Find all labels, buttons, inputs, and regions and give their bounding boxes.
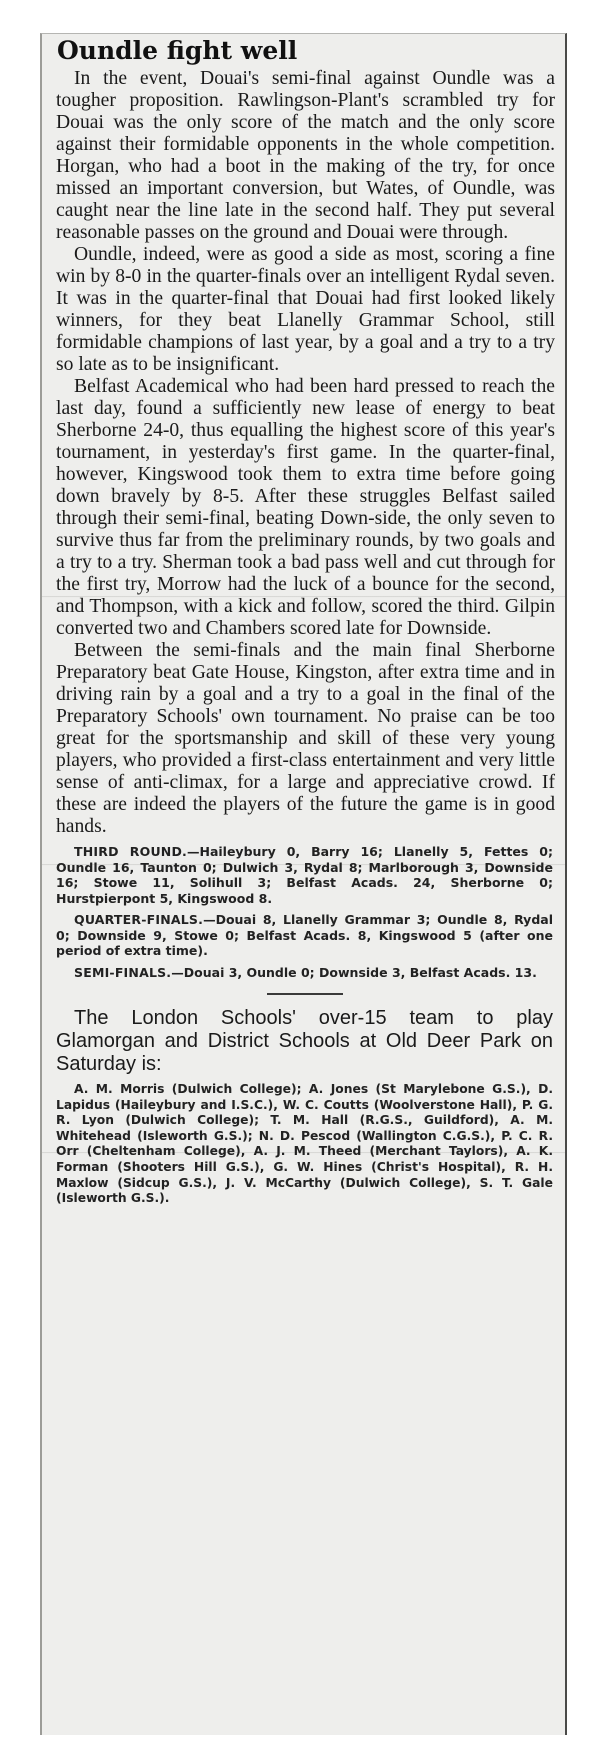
results-semi-finals: [52, 965, 557, 981]
results-third-round: [52, 844, 557, 906]
paragraph-semi-final: In the event, Douai's semi-final against Oundle was a tougher proposition. Rawlingson-Plant's scrambled try for Douai was the only score of the match and the only score against their formidable opponents in the whole competition. Horgan, who had a boot in the making of the try, for once missed an important conversion, but Wates, of Oundle, was caught near the line late in the second half. They put several reasonable passes on the ground and Douai were through.: [56, 68, 555, 243]
article-body: [52, 36, 557, 1207]
results-text: —Haileybury 0, Barry 16; Llanelly 5, Fettes 0; Oundle 16, Taunton 0; Dulwich 3, Rydal 8; Marlborough 3, Downside 16; Stowe 11, Solihull 3; Belfast Acads. 24, Sherborne 0; Hurstpierpont 5, Kingswood 8.: [56, 844, 553, 906]
paragraph-quarter-finals: Oundle, indeed, were as good a side as most, scoring a fine win by 8-0 in the quarter-finals over an intelligent Rydal seven. It was in the quarter-final that Douai had first looked likely winners, for they beat Llanelly Grammar School, still formidable champions of last year, by a goal and a try to a try so late as to be insignificant.: [56, 244, 555, 375]
paragraph-belfast: Belfast Academical who had been hard pressed to reach the last day, found a sufficiently new lease of energy to beat Sherborne 24-0, thus equalling the highest score of this year's tournament, in yesterday's first game. In the quarter-final, however, Kingswood took them to extra time before going down bravely by 8-5. After these struggles Belfast sailed through their semi-final, beating Down-side, the only seven to survive thus far from the preliminary rounds, by two goals and a try to a try. Sherman took a bad pass well and cut through for the first try, Morrow had the luck of a bounce for the second, and Thompson, with a kick and follow, scored the third. Gilpin converted two and Chambers scored late for Downside.: [56, 376, 555, 639]
headline: Oundle fight well: [57, 36, 298, 65]
section-divider: [267, 993, 343, 995]
results-text: —Douai 8, Llanelly Grammar 3; Oundle 8, Rydal 0; Downside 9, Stowe 0; Belfast Acads. 8, Kingswood 5 (after one period of extra time).: [56, 912, 553, 958]
paragraph-preparatory: Between the semi-finals and the main final Sherborne Preparatory beat Gate House, Kingston, after extra time and in driving rain by a goal and a try to a goal in the final of the Preparatory Schools' own tournament. No praise can be too great for the sportsmanship and skill of these very young players, who provided a first-class entertainment and very little sense of anti-climax, for a large and appreciative crowd. If these are indeed the players of the future the game is in good hands.: [56, 640, 555, 837]
results-quarter-finals: [52, 912, 557, 959]
results-label: SEMI-FINALS.: [74, 964, 172, 980]
results-label: QUARTER-FINALS.: [74, 912, 204, 927]
team-announcement: The London Schools' over-15 team to play Glamorgan and District Schools at Old Deer Park on Saturday is:: [56, 1007, 553, 1075]
results-label: THIRD ROUND.: [74, 844, 187, 859]
newspaper-clipping: [40, 33, 567, 1735]
team-list: A. M. Morris (Dulwich College); A. Jones (St Marylebone G.S.), D. Lapidus (Haileybury and I.S.C.), W. C. Coutts (Woolverstone Hall), P. G. R. Lyon (Dulwich College); T. M. Hall (R.G.S., Guildford), A. M. Whitehead (Isleworth G.S.); N. D. Pescod (Wallington C.G.S.), P. C. R. Orr (Cheltenham College), A. J. M. Theed (Merchant Taylors), A. K. Forman (Shooters Hill G.S.), G. W. Hines (Christ's Hospital), R. H. Maxlow (Sidcup G.S.), J. V. McCarthy (Dulwich College), S. T. Gale (Isleworth G.S.).: [56, 1082, 553, 1206]
results-text: —Douai 3, Oundle 0; Downside 3, Belfast Acads. 13.: [171, 964, 537, 980]
